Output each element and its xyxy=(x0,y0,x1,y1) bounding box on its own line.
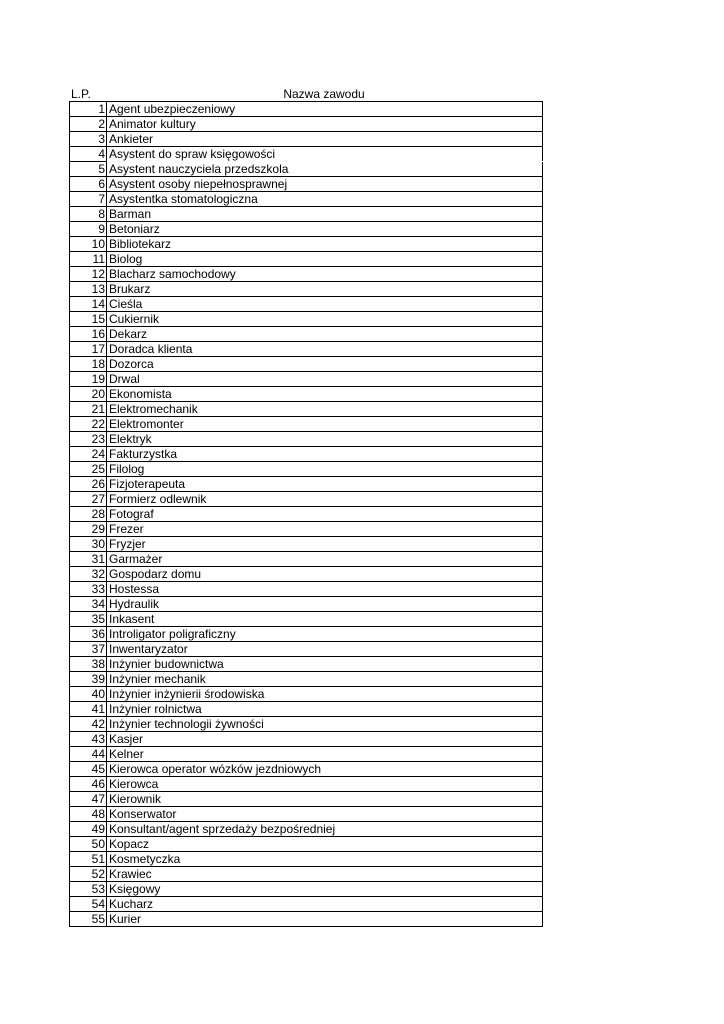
row-number: 23 xyxy=(70,432,107,447)
row-number: 14 xyxy=(70,297,107,312)
table-row xyxy=(70,522,543,537)
profession-name: Inżynier technologii żywności xyxy=(107,717,543,732)
table-row xyxy=(70,642,543,657)
row-number: 37 xyxy=(70,642,107,657)
row-number: 48 xyxy=(70,807,107,822)
row-number: 45 xyxy=(70,762,107,777)
row-number: 54 xyxy=(70,897,107,912)
row-number: 7 xyxy=(70,192,107,207)
table-row xyxy=(70,867,543,882)
profession-name: Kierowca xyxy=(107,777,543,792)
table-row xyxy=(70,837,543,852)
row-number: 44 xyxy=(70,747,107,762)
profession-name: Inkasent xyxy=(107,612,543,627)
profession-name: Kierowca operator wózków jezdniowych xyxy=(107,762,543,777)
profession-name: Kosmetyczka xyxy=(107,852,543,867)
profession-name: Fotograf xyxy=(107,507,543,522)
row-number: 53 xyxy=(70,882,107,897)
table-row xyxy=(70,162,543,177)
table-row xyxy=(70,192,543,207)
table-row xyxy=(70,507,543,522)
row-number: 25 xyxy=(70,462,107,477)
row-number: 16 xyxy=(70,327,107,342)
row-number: 43 xyxy=(70,732,107,747)
table-row xyxy=(70,702,543,717)
table-row xyxy=(70,387,543,402)
profession-name: Cieśla xyxy=(107,297,543,312)
row-number: 35 xyxy=(70,612,107,627)
profession-name: Kierownik xyxy=(107,792,543,807)
row-number: 34 xyxy=(70,597,107,612)
profession-name: Konsultant/agent sprzedaży bezpośredniej xyxy=(107,822,543,837)
table-row xyxy=(70,222,543,237)
row-number: 31 xyxy=(70,552,107,567)
profession-name: Barman xyxy=(107,207,543,222)
table-row xyxy=(70,882,543,897)
profession-name: Krawiec xyxy=(107,867,543,882)
row-number: 2 xyxy=(70,117,107,132)
table-row xyxy=(70,897,543,912)
profession-name: Blacharz samochodowy xyxy=(107,267,543,282)
profession-name: Kelner xyxy=(107,747,543,762)
table-row xyxy=(70,792,543,807)
table-row xyxy=(70,117,543,132)
table-row xyxy=(70,447,543,462)
row-number: 36 xyxy=(70,627,107,642)
table-row xyxy=(70,492,543,507)
row-number: 22 xyxy=(70,417,107,432)
profession-name: Asystentka stomatologiczna xyxy=(107,192,543,207)
profession-name: Kopacz xyxy=(107,837,543,852)
table-row xyxy=(70,252,543,267)
profession-name: Księgowy xyxy=(107,882,543,897)
profession-name: Introligator poligraficzny xyxy=(107,627,543,642)
row-number: 24 xyxy=(70,447,107,462)
row-number: 17 xyxy=(70,342,107,357)
row-number: 21 xyxy=(70,402,107,417)
table-row xyxy=(70,402,543,417)
profession-table xyxy=(69,101,543,927)
profession-name: Dozorca xyxy=(107,357,543,372)
row-number: 1 xyxy=(70,102,107,117)
table-row xyxy=(70,342,543,357)
table-row xyxy=(70,717,543,732)
table-row xyxy=(70,597,543,612)
row-number: 6 xyxy=(70,177,107,192)
profession-name: Gospodarz domu xyxy=(107,567,543,582)
profession-name: Formierz odlewnik xyxy=(107,492,543,507)
profession-name: Kucharz xyxy=(107,897,543,912)
table-row xyxy=(70,687,543,702)
table-row xyxy=(70,777,543,792)
row-number: 3 xyxy=(70,132,107,147)
row-number: 28 xyxy=(70,507,107,522)
table-row xyxy=(70,912,543,927)
row-number: 19 xyxy=(70,372,107,387)
profession-name: Konserwator xyxy=(107,807,543,822)
row-number: 39 xyxy=(70,672,107,687)
profession-name: Filolog xyxy=(107,462,543,477)
row-number: 13 xyxy=(70,282,107,297)
row-number: 32 xyxy=(70,567,107,582)
profession-name: Elektryk xyxy=(107,432,543,447)
profession-name: Inżynier budownictwa xyxy=(107,657,543,672)
profession-name: Asystent nauczyciela przedszkola xyxy=(107,162,543,177)
profession-name: Bibliotekarz xyxy=(107,237,543,252)
profession-name: Ankieter xyxy=(107,132,543,147)
profession-name: Agent ubezpieczeniowy xyxy=(107,102,543,117)
profession-name: Kasjer xyxy=(107,732,543,747)
row-number: 20 xyxy=(70,387,107,402)
profession-name: Cukiernik xyxy=(107,312,543,327)
profession-name: Inżynier inżynierii środowiska xyxy=(107,687,543,702)
profession-name: Doradca klienta xyxy=(107,342,543,357)
profession-name: Fakturzystka xyxy=(107,447,543,462)
profession-name: Hostessa xyxy=(107,582,543,597)
table-row xyxy=(70,747,543,762)
table-row xyxy=(70,102,543,117)
row-number: 42 xyxy=(70,717,107,732)
row-number: 8 xyxy=(70,207,107,222)
profession-name: Inżynier rolnictwa xyxy=(107,702,543,717)
profession-name: Brukarz xyxy=(107,282,543,297)
table-row xyxy=(70,852,543,867)
column-header-lp: L.P. xyxy=(71,87,91,101)
row-number: 33 xyxy=(70,582,107,597)
profession-name: Betoniarz xyxy=(107,222,543,237)
table-row xyxy=(70,612,543,627)
profession-name: Inżynier mechanik xyxy=(107,672,543,687)
profession-name: Hydraulik xyxy=(107,597,543,612)
row-number: 41 xyxy=(70,702,107,717)
table-row xyxy=(70,477,543,492)
profession-name: Frezer xyxy=(107,522,543,537)
row-number: 29 xyxy=(70,522,107,537)
row-number: 40 xyxy=(70,687,107,702)
table-row xyxy=(70,822,543,837)
table-row xyxy=(70,372,543,387)
table-row xyxy=(70,552,543,567)
row-number: 5 xyxy=(70,162,107,177)
table-row xyxy=(70,672,543,687)
row-number: 49 xyxy=(70,822,107,837)
row-number: 47 xyxy=(70,792,107,807)
table-row xyxy=(70,282,543,297)
table-row xyxy=(70,147,543,162)
table-row xyxy=(70,657,543,672)
table-row xyxy=(70,537,543,552)
profession-name: Dekarz xyxy=(107,327,543,342)
table-row xyxy=(70,462,543,477)
table-row xyxy=(70,207,543,222)
profession-name: Garmażer xyxy=(107,552,543,567)
row-number: 50 xyxy=(70,837,107,852)
row-number: 12 xyxy=(70,267,107,282)
table-row xyxy=(70,567,543,582)
table-row xyxy=(70,357,543,372)
table-row xyxy=(70,237,543,252)
profession-name: Animator kultury xyxy=(107,117,543,132)
row-number: 4 xyxy=(70,147,107,162)
profession-name: Fryzjer xyxy=(107,537,543,552)
table-row xyxy=(70,177,543,192)
table-row xyxy=(70,417,543,432)
column-header-row xyxy=(69,87,543,101)
profession-name: Biolog xyxy=(107,252,543,267)
row-number: 30 xyxy=(70,537,107,552)
row-number: 46 xyxy=(70,777,107,792)
table-row xyxy=(70,732,543,747)
table-row xyxy=(70,807,543,822)
table-row xyxy=(70,432,543,447)
row-number: 55 xyxy=(70,912,107,927)
profession-name: Asystent do spraw księgowości xyxy=(109,147,276,161)
profession-name: Ekonomista xyxy=(107,387,543,402)
profession-name: Drwal xyxy=(107,372,543,387)
table-row xyxy=(70,312,543,327)
row-number: 26 xyxy=(70,477,107,492)
row-number: 18 xyxy=(70,357,107,372)
profession-name: Inwentaryzator xyxy=(107,642,543,657)
row-number: 38 xyxy=(70,657,107,672)
profession-name: Fizjoterapeuta xyxy=(107,477,543,492)
row-number: 11 xyxy=(70,252,107,267)
table-row xyxy=(70,762,543,777)
row-number: 52 xyxy=(70,867,107,882)
profession-name: Elektromonter xyxy=(107,417,543,432)
table-row xyxy=(70,267,543,282)
profession-sheet xyxy=(69,87,543,927)
profession-name: Elektromechanik xyxy=(107,402,543,417)
row-number: 15 xyxy=(70,312,107,327)
table-row xyxy=(70,297,543,312)
column-header-name: Nazwa zawodu xyxy=(283,87,365,101)
row-number: 51 xyxy=(70,852,107,867)
row-number: 10 xyxy=(70,237,107,252)
table-row xyxy=(70,582,543,597)
row-number: 9 xyxy=(70,222,107,237)
profession-name: Asystent osoby niepełnosprawnej xyxy=(107,177,543,192)
profession-name: Kurier xyxy=(107,912,543,927)
table-row xyxy=(70,327,543,342)
table-row xyxy=(70,627,543,642)
row-number: 27 xyxy=(70,492,107,507)
table-row xyxy=(70,132,543,147)
